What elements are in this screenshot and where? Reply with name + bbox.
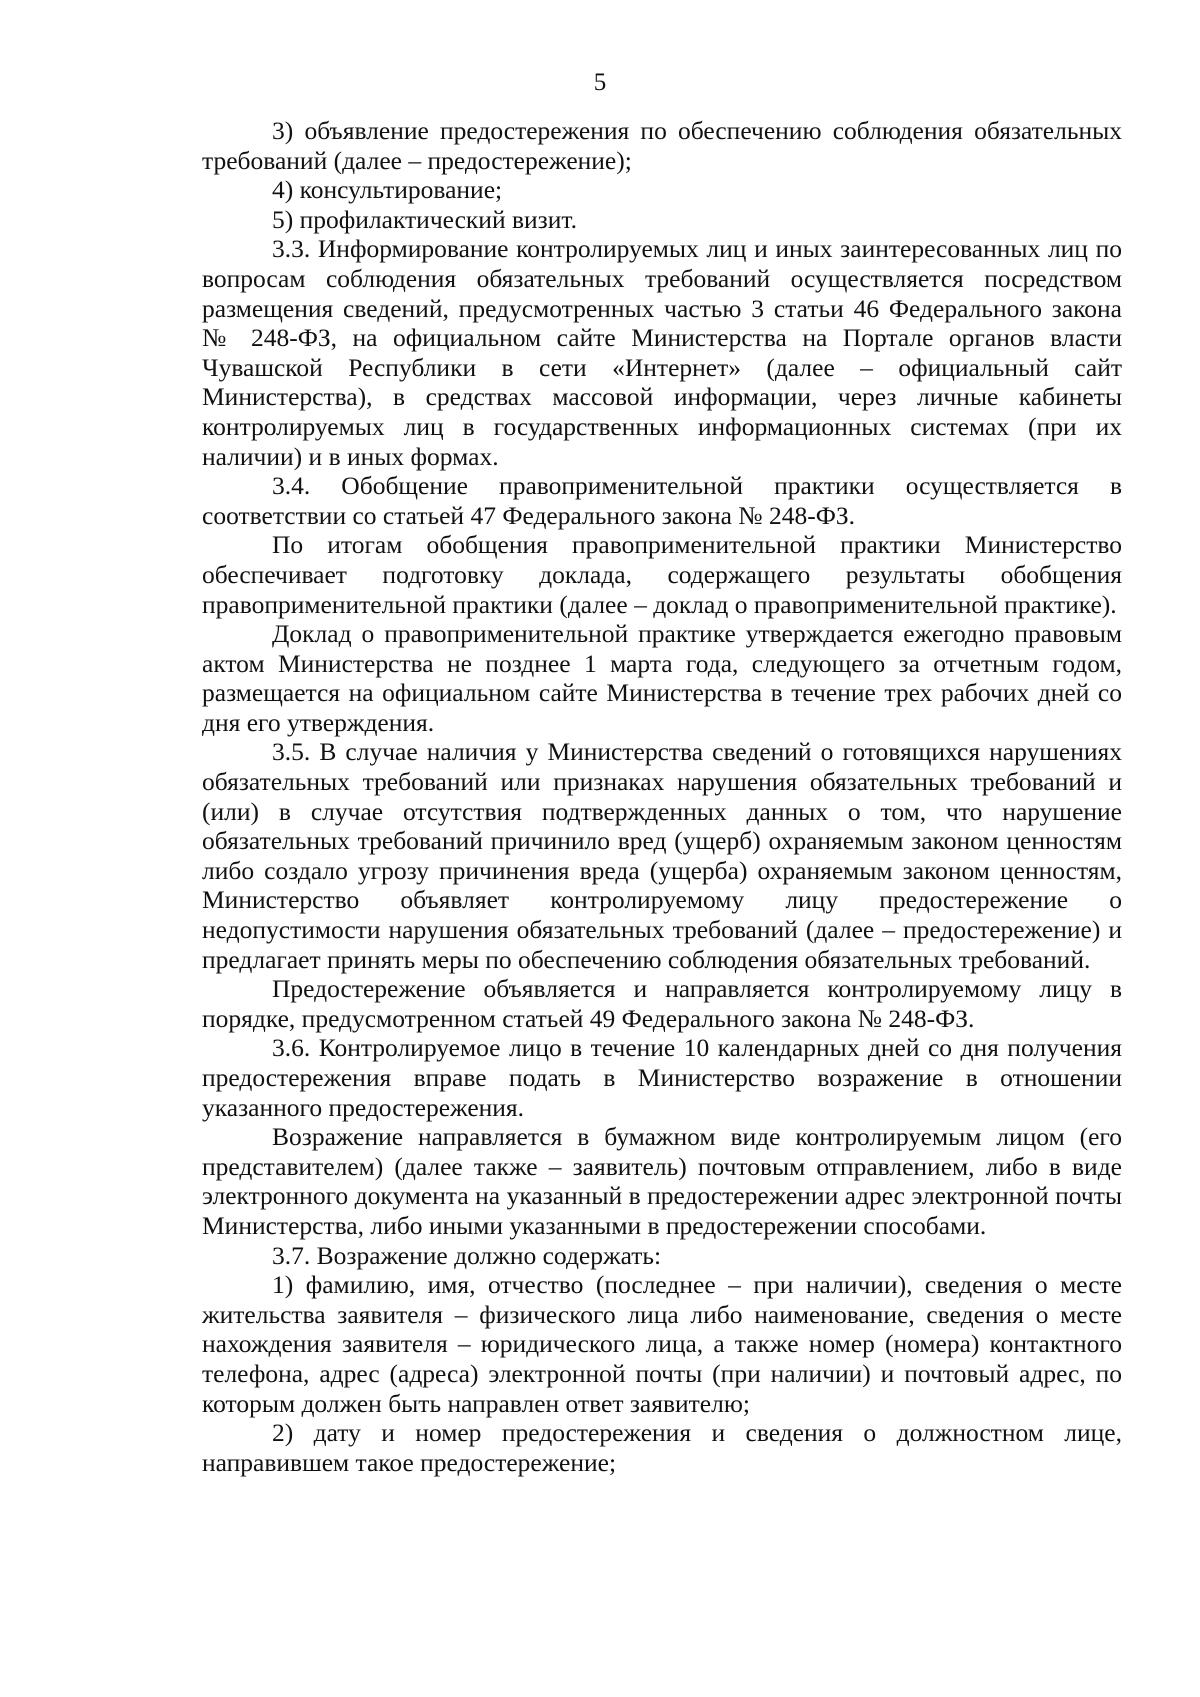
paragraph-item-3: 3) объявление предостережения по обеспечению соблюдения обязательных требований (далее – предостережение); [202,116,1122,175]
paragraph-3-5: 3.5. В случае наличия у Министерства сведений о готовящихся нарушениях обязательных требований или признаках нарушения обязательных требований и (или) в случае отсутствия подтвержденных данных о том, что нарушение обязательных требований причинило вред (ущерб) охраняемым законом ценностям либо создало угрозу причинения вреда (ущерба) охраняемым законом ценностям, Министерство объявляет контролируемому лицу предостережение о недопустимости нарушения обязательных требований (далее – предостережение) и предлагает принять меры по обеспечению соблюдения обязательных требований. [202,737,1122,974]
paragraph-practice-report: Доклад о правоприменительной практике утверждается ежегодно правовым актом Министерства не позднее 1 марта года, следующего за отчетным годом, размещается на официальном сайте Министерства в течение трех рабочих дней со дня его утверждения. [202,619,1122,737]
paragraph-objection-item-1: 1) фамилию, имя, отчество (последнее – при наличии), сведения о месте жительства заявителя – физического лица либо наименование, сведения о месте нахождения заявителя – юридического лица, а также номер (номера) контактного телефона, адрес (адреса) электронной почты (при наличии) и почтовый адрес, по которым должен быть направлен ответ заявителю; [202,1270,1122,1418]
paragraph-warning-procedure: Предостережение объявляется и направляется контролируемому лицу в порядке, предусмотренном статьей 49 Федерального закона № 248-ФЗ. [202,974,1122,1033]
paragraph-3-6: 3.6. Контролируемое лицо в течение 10 календарных дней со дня получения предостережения вправе подать в Министерство возражение в отношении указанного предостережения. [202,1033,1122,1122]
paragraph-3-3: 3.3. Информирование контролируемых лиц и иных заинтересованных лиц по вопросам соблюдения обязательных требований осуществляется посредством размещения сведений, предусмотренных частью 3 статьи 46 Федерального закона № 248-ФЗ, на официальном сайте Министерства на Портале органов власти Чувашской Республики в сети «Интернет» (далее – официальный сайт Министерства), в средствах массовой информации, через личные кабинеты контролируемых лиц в государственных информационных системах (при их наличии) и в иных формах. [202,234,1122,471]
paragraph-3-7: 3.7. Возражение должно содержать: [272,1240,662,1270]
paragraph-practice-summary: По итогам обобщения правоприменительной практики Министерство обеспечивает подготовку доклада, содержащего результаты обобщения правоприменительной практики (далее – доклад о правоприменительной практике). [202,530,1122,619]
paragraph-3-4: 3.4. Обобщение правоприменительной практики осуществляется в соответствии со статьей 47 Федерального закона № 248-ФЗ. [202,471,1122,530]
document-body [202,116,1122,1477]
paragraph-item-4: 4) консультирование; [272,175,503,205]
paragraph-objection-delivery: Возражение направляется в бумажном виде контролируемым лицом (его представителем) (далее также – заявитель) почтовым отправлением, либо в виде электронного документа на указанный в предостережении адрес электронной почты Министерства, либо иными указанными в предостережении способами. [202,1122,1122,1240]
paragraph-item-5: 5) профилактический визит. [272,204,577,234]
paragraph-objection-item-2: 2) дату и номер предостережения и сведения о должностном лице, направившем такое предостережение; [202,1418,1122,1477]
page-number: 5 [593,69,607,96]
